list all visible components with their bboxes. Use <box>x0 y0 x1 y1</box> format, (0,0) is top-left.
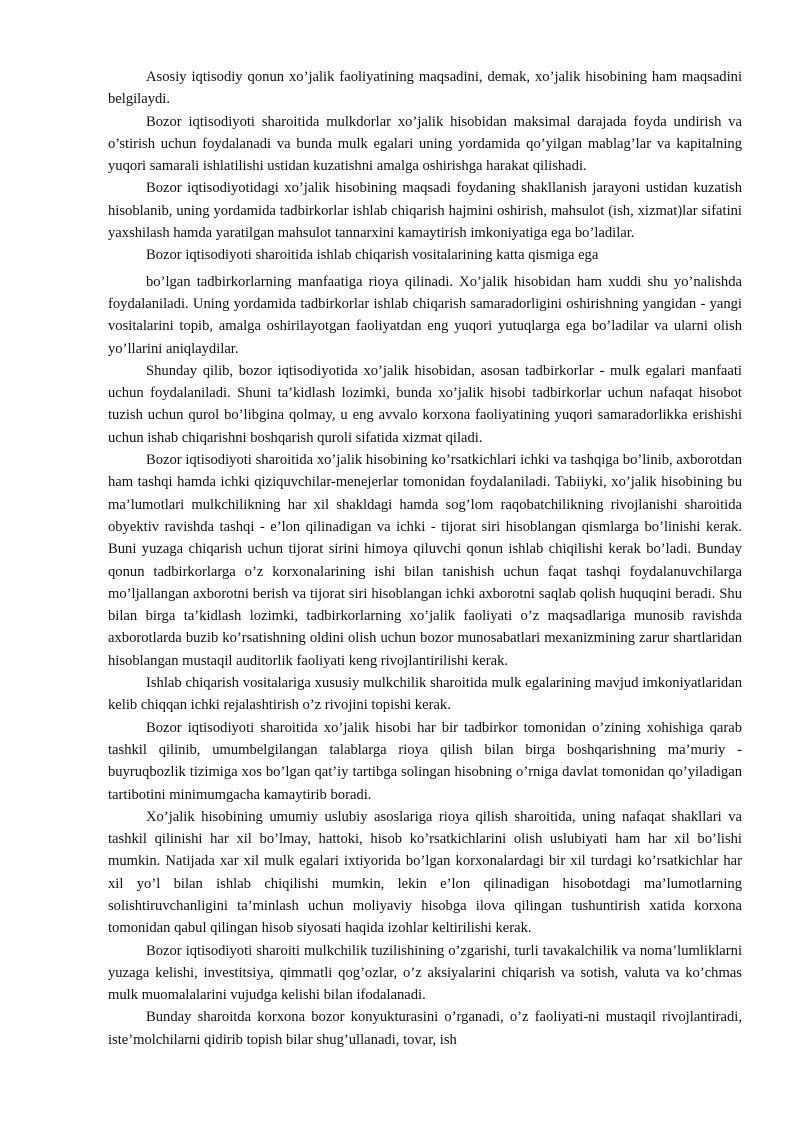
paragraph: Bozor iqtisodiyoti sharoitida xo’jalik hisobi har bir tadbirkor tomonidan o’zining xohishiga qarab tashkil qilinib, umumbelgilangan talablarga rioya qilish bilan birga boshqarishning ma’muriy - buyruqbozlik tizimiga xos bo’lgan qat’iy tartibga solingan hisobning o’rniga davlat tomonidan qo’yiladigan tartibotini minimumgacha kamaytirib boradi. <box>108 719 742 803</box>
paragraph: Ishlab chiqarish vositalariga xususiy mulkchilik sharoitida mulk egalarining mavjud imkoniyatlaridan kelib chiqqan ichki rejalashtirish o’z rivojini topishi kerak. <box>108 675 742 714</box>
paragraph: Asosiy iqtisodiy qonun xo’jalik faoliyatining maqsadini, demak, xo’jalik hisobining ham maqsadini belgilaydi. <box>108 69 742 108</box>
paragraph: Shunday qilib, bozor iqtisodiyotida xo’jalik hisobidan, asosan tadbirkorlar - mulk egalari manfaati uchun foydalaniladi. Shuni ta’kidlash lozimki, bunda xo’jalik hisobi tadbirkorlar uchun nafaqat hisobot tuzish uchun qurol bo’libgina qolmay, u eng avvalo korxona faoliyatining yuqori samaradorlikka erishishi uchun ishab chiqarishni boshqarish quroli sifatida xizmat qiladi. <box>108 362 742 446</box>
document-page <box>108 66 742 1051</box>
paragraph: Bozor iqtisodiyoti sharoitida ishlab chiqarish vositalarining katta qismiga ega <box>146 247 599 264</box>
paragraph: Bozor iqtisodiyoti sharoiti mulkchilik tuzilishining o’zgarishi, turli tavakalchilik va noma’lumliklarni yuzaga kelishi, investitsiya, qimmatli qog’ozlar, o’z aksiyalarini chiqarish va sotish, valuta va ko’chmas mulk muomalalarini vujudga kelishi bilan ifodalanadi. <box>108 942 742 1004</box>
paragraph: Bozor iqtisodiyoti sharoitida mulkdorlar xo’jalik hisobidan maksimal darajada foyda undirish va o’stirish uchun foydalanadi va bunda mulk egalari uning yordamida qo’yilgan mablag’lar va kapitalning yuqori samarali ishlatilishi ustidan kuzatishni amalga oshirishga harakat qilishadi. <box>108 113 742 175</box>
paragraph: Xo’jalik hisobining umumiy uslubiy asoslariga rioya qilish sharoitida, uning nafaqat shakllari va tashkil qilinishi har xil bo’lmay, hattoki, hisob ko’rsatkichlarini olish uslubiyati ham har xil bo’lishi mumkin. Natijada xar xil mulk egalari ixtiyorida bo’lgan korxonalardagi bir xil turdagi ko’rsatkichlar har xil yo’l bilan ishlab chiqilishi mumkin, lekin e’lon qilinadigan hisobotdagi ma’lumotlarning solishtiruvchanligini ta’minlash uchun moliyaviy hisobga ilova qilingan tushuntirish xatida korxona tomonidan qabul qilingan hisob siyosati haqida izohlar keltirilishi kerak. <box>108 808 742 937</box>
paragraph: bo’lgan tadbirkorlarning manfaatiga rioya qilinadi. Xo’jalik hisobidan ham xuddi shu yo’nalishda foydalaniladi. Uning yordamida tadbirkorlar ishlab chiqarish samaradorligini oshirishning yangidan - yangi vositalarini topib, amalga oshirilayotgan faoliyatdan eng yuqori yutuqlarga ega bo’ladilar va ularni olish yo’llarini aniqlaydilar. <box>108 273 742 357</box>
paragraph: Bozor iqtisodiyotidagi xo’jalik hisobining maqsadi foydaning shakllanish jarayoni ustidan kuzatish hisoblanib, uning yordamida tadbirkorlar ishlab chiqarish hajmini oshirish, mahsulot (ish, xizmat)lar sifatini yaxshilash hamda yaratilgan mahsulot tannarxini kamaytirish imkoniyatiga ega bo’ladilar. <box>108 180 742 242</box>
paragraph: Bozor iqtisodiyoti sharoitida xo’jalik hisobining ko’rsatkichlari ichki va tashqiga bo’linib, axborotdan ham tashqi hamda ichki qiziquvchilar-menejerlar tomonidan foydalaniladi. Tabiiyki, xo’jalik hisobining bu ma’lumotlari mulkchilikning har xil shakldagi hamda sog’lom raqobatchilikning rivojlanishi sharoitida obyektiv ravishda tashqi - e’lon qilinadigan va ichki - tijorat siri hisoblangan qismlarga bo’linishi kerak. Buni yuzaga chiqarish uchun tijorat sirini himoya qiluvchi qonun ishlab chiqilishi kerak bo’ladi. Bunday qonun tadbirkorlarga o’z korxonalarining ishi bilan tanishish uchun faqat tashqi foydalanuvchilarga mo’ljallangan axborotni berish va tijorat siri hisoblangan ichki axborotni saqlab qolish huquqini beradi. Shu bilan birga ta’kidlash lozimki, tadbirkorlarning xo’jalik faoliyati o’z maqsadlariga munosib ravishda axborotlarda buzib ko’rsatishning oldini olish uchun bozor munosabatlari mexanizmining zarur shartlaridan hisoblangan mustaqil auditorlik faoliyati keng rivojlantirilishi kerak. <box>108 452 742 669</box>
paragraph: Bunday sharoitda korxona bozor konyukturasini o’rganadi, o’z faoliyati-ni mustaqil rivojlantiradi, iste’molchilarni qidirib topish bilar shug’ullanadi, tovar, ish <box>108 1009 742 1048</box>
